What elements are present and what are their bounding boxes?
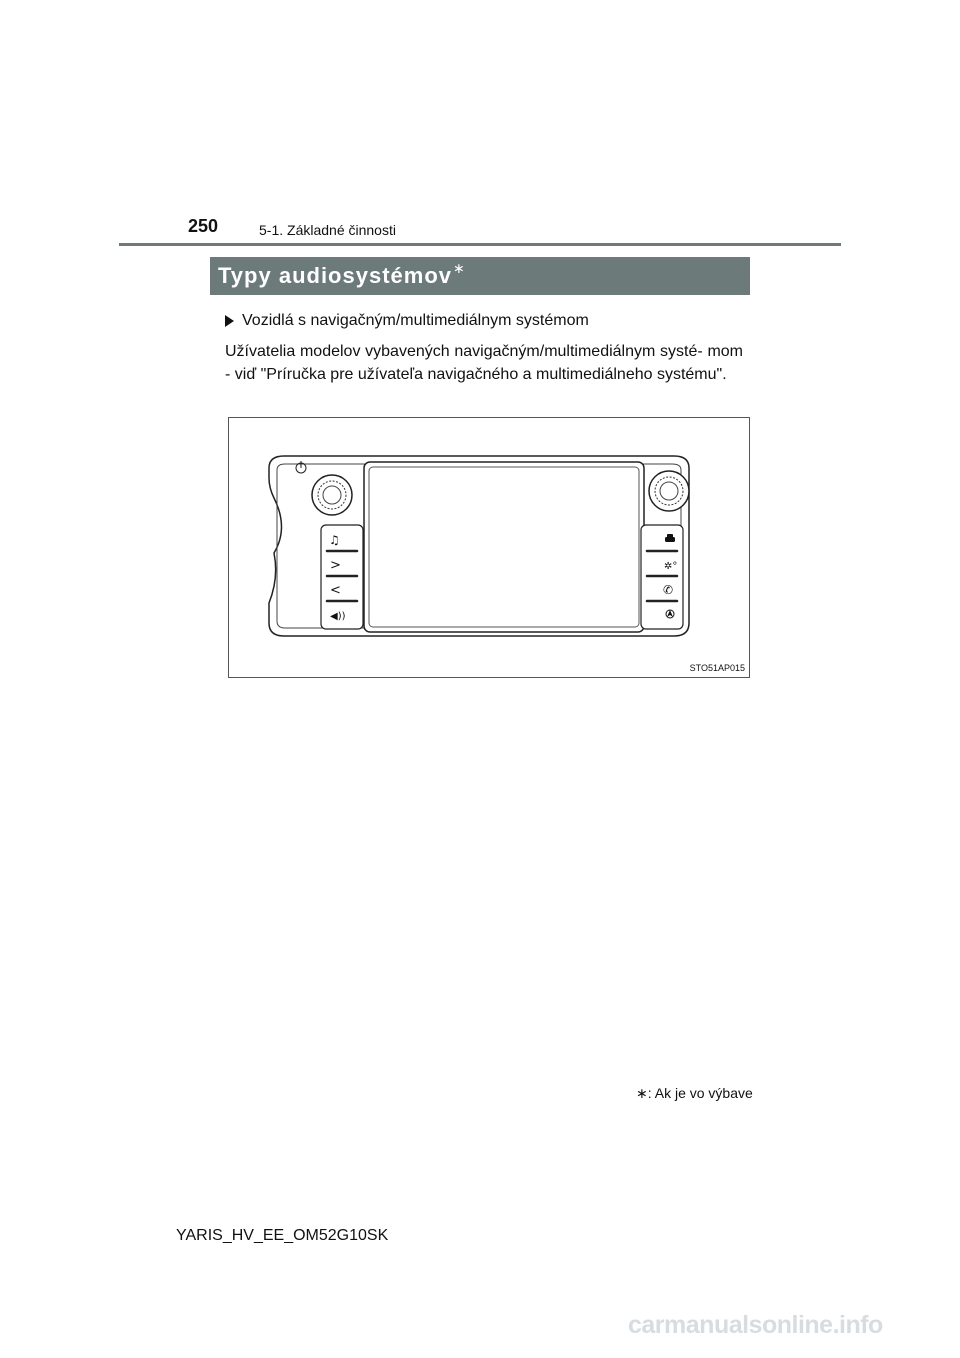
phone-volume-icon: ◀))	[330, 611, 346, 622]
tune-knob	[649, 471, 689, 511]
phone-icon: ✆	[663, 583, 674, 597]
seek-down-icon: <	[330, 583, 341, 598]
volume-knob	[312, 475, 352, 515]
head-unit-illustration	[229, 418, 749, 677]
subheading-text: Vozidlá s navigačným/multimediálnym systémom	[242, 312, 589, 329]
seek-up-icon: >	[330, 558, 341, 573]
manual-code: YARIS_HV_EE_OM52G10SK	[176, 1227, 389, 1244]
section-title: Typy audiosystémov	[218, 263, 452, 288]
watermark: carmanualsonline.info	[628, 1311, 883, 1339]
section-reference: 5-1. Základné činnosti	[259, 222, 396, 238]
body-paragraph: Užívatelia modelov vybavených navigačným/multimediálnym systé- mom - viď "Príručka pre užívateľa navigačného a multimediálneho systému".	[225, 343, 743, 383]
page-number: 250	[188, 216, 219, 236]
audio-system-figure	[228, 417, 750, 678]
music-note-icon: ♫	[329, 533, 340, 547]
figure-code: STO51AP015	[689, 663, 745, 673]
section-title-bar	[210, 257, 750, 295]
settings-icon: ✲°	[664, 561, 678, 572]
footnote: ∗: Ak je vo výbave	[636, 1085, 753, 1101]
title-asterisk: ∗	[453, 259, 465, 276]
left-button-panel	[321, 525, 363, 629]
subheading	[225, 312, 589, 330]
right-button-panel	[641, 525, 683, 629]
header-divider	[119, 243, 841, 246]
bullet-triangle-icon	[225, 315, 234, 327]
